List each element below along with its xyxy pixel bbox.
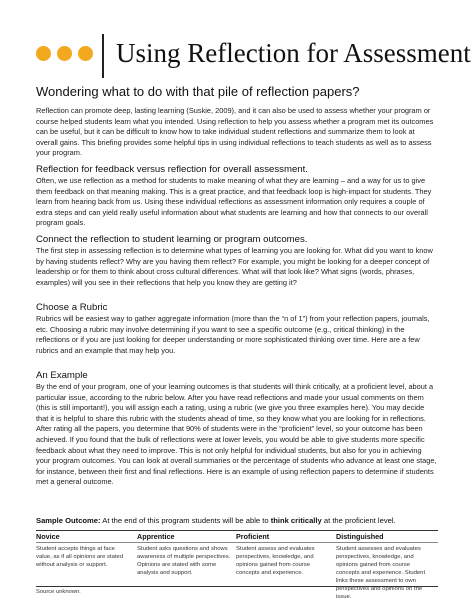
- rubric-description: Student assess and evaluates perspectives, knowledge, and opinions gained from course concepts and experience.: [236, 546, 315, 576]
- section-heading: Reflection for feedback versus reflection for overall assessment.: [36, 164, 308, 175]
- section-text: Rubrics will be easiest way to gather aggregate information (more than the “n of 1”) from your reflection papers, journals, etc. Choosing a rubric may involve determining if you want to see a specific outcome (e.g., critical thinking) in the reflections or if you are just looking for deeper understanding or more sophisticated thinking over time. Here are a few rubrics and an example that may help you.: [36, 314, 430, 355]
- sample-outcome: [36, 516, 438, 525]
- rubric-level: Proficient: [236, 532, 270, 541]
- rubric-level: Novice: [36, 532, 60, 541]
- rubric-description: Student accepts things at face value, as if all opinions are stated without analysis or support.: [36, 546, 124, 568]
- section-text: Often, we use reflection as a method for students to make meaning of what they are learning – and a way for us to give them feedback on that meaning making. This is a great practice, and that feedback loop is high-impact for students. They learn from hearing back from us. Using these individual reflections as assessment information only requires a couple of extra steps and can yield really useful information about what students are learning and how that connects to our overall program goals.: [36, 176, 432, 228]
- table-rule: [36, 530, 438, 531]
- rubric-level: Distinguished: [336, 532, 384, 541]
- section-heading: An Example: [36, 370, 88, 381]
- rubric-description: Student asks questions and shows awareness of multiple perspectives. Opinions are stated with some analysis and support.: [137, 546, 231, 576]
- section-example: [36, 370, 438, 488]
- section-heading: Connect the reflection to student learning or program outcomes.: [36, 234, 308, 245]
- document-header: [36, 32, 471, 76]
- sample-outcome-text: At the end of this program students will be able to: [100, 516, 271, 525]
- rubric-column-proficient: [236, 532, 330, 577]
- section-connect: [36, 234, 438, 288]
- page-title: Using Reflection for Assessment: [116, 38, 471, 68]
- section-feedback: [36, 164, 438, 229]
- sample-outcome-text-end: at the proficient level.: [321, 516, 396, 525]
- rubric-column-apprentice: [137, 532, 231, 577]
- rubric-column-novice: [36, 532, 130, 569]
- header-divider: [102, 34, 104, 78]
- circle-icon: [78, 46, 93, 61]
- circle-icon: [57, 46, 72, 61]
- sample-outcome-label: Sample Outcome:: [36, 516, 101, 525]
- page-subtitle: Wondering what to do with that pile of reflection papers?: [36, 84, 360, 99]
- section-heading: Choose a Rubric: [36, 302, 108, 313]
- section-text: By the end of your program, one of your learning outcomes is that students will think critically, at a proficient level, about a particular issue, according to the rubric below. After you have read reflections and made your usual comments on them (this is still important!), you will assign each a rating, using a rubric (we give you three examples here). You may decide that it is helpful to share this rubric with the students ahead of time, so they know what you are looking for in reflections. After rating all the papers, you determine that 90% of students were in the “proficient” level, so your outcome has been achieved. If you found that the bulk of reflections were at lower levels, you would be able to give students more specific feedback about what they need to improve. This is not only helpful for individual students, but also for you in achieving your program outcomes. You can look at overall summaries or the percentage of students who advance at least one stage, for instance, between their first and final reflections. Here is an example of using reflection papers to determine if students met a general outcome.: [36, 382, 437, 487]
- section-text: The first step in assessing reflection is to determine what types of learning you are looking for. What did you want to know by having students reflect? Why are you having them reflect? For example, you might be looking for a deeper concept of leadership or for them to think about cross cultural differences. What will that look like? What signs (words, phrases, examples) will you see in their reflections that help you know they are getting it?: [36, 246, 433, 287]
- rubric-column-distinguished: [336, 532, 430, 601]
- rubric-description: Student assesses and evaluates perspectives, knowledge, and opinions gained from course concepts and experience. Student links these assessment to own perspectives and opinions on the issue.: [336, 546, 426, 600]
- dots-group: [36, 46, 93, 61]
- rubric-level: Apprentice: [137, 532, 175, 541]
- source-note: Source unknown.: [36, 589, 81, 595]
- intro-paragraph: Reflection can promote deep, lasting learning (Suskie, 2009), and it can also be used to assess whether your program or course helped students learn what you intended. Using reflection to help you assess whether a program met its outcomes can be useful, but it can be difficult to know how to take individual student reflections and summarize them to look at overall gains. This briefing provides some helpful tips in using individual reflections to teach students as well as to assess your program.: [36, 106, 434, 158]
- section-rubric: [36, 302, 438, 356]
- circle-icon: [36, 46, 51, 61]
- sample-outcome-emphasis: think critically: [270, 516, 322, 525]
